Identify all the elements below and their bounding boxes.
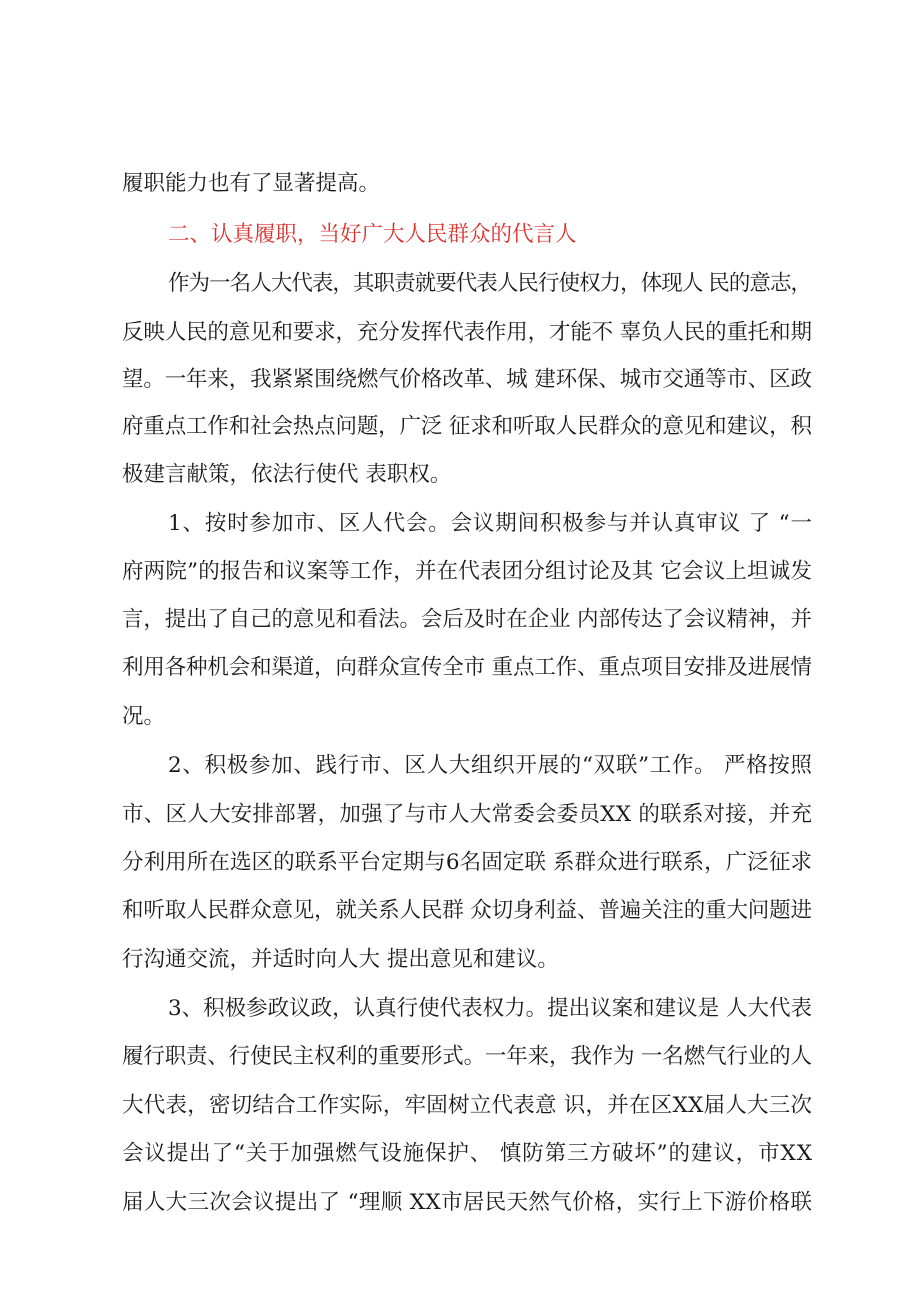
paragraph-text: 市、区人大安排部署，加强了与市人大常委会委员XX 的联系对接，并充 [122,802,813,827]
paragraph-text: 作为一名人大代表，其职责就要代表人民行使权力，体现人 民的意志， [168,271,812,296]
paragraph-text: 府两院”的报告和议案等工作，并在代表团分组讨论及其 它会议上坦诚发 [122,559,813,584]
item-2-line-4 [0,891,920,931]
paragraph-text: 言，提出了自己的意见和看法。会后及时在企业 内部传达了会议精神，并 [122,607,812,632]
paragraph-text: 府重点工作和社会热点问题，广泛 征求和听取人民群众的意见和建议，积 [122,414,812,439]
item-3-line-1 [0,989,920,1029]
section-heading [0,215,920,255]
item-2-line-2 [0,795,920,835]
paragraph-text: 分利用所在选区的联系平台定期与6名固定联 系群众进行联系，广泛征求 [122,850,813,875]
item-1-line-1 [0,504,920,544]
item-1-line-5 [0,697,920,737]
item-2-line-5 [0,940,920,980]
paragraph-text: 大代表，密切结合工作实际，牢固树立代表意 识，并在区XX届人大三次 [122,1093,813,1118]
paragraph-text: 3、积极参政议政，认真行使代表权力。提出议案和建议是 人大代表 [168,996,812,1021]
item-3-line-5 [0,1183,920,1223]
item-2-line-1 [0,746,920,786]
intro-line-3 [0,360,920,400]
intro-line-1 [0,264,920,304]
item-1-line-4 [0,648,920,688]
intro-line-4 [0,407,920,447]
opening-line-text: 履职能力也有了显著提高。 [122,171,381,196]
item-2-line-3 [0,843,920,883]
item-3-line-3 [0,1086,920,1126]
paragraph-text: 和听取人民群众意见，就关系人民群 众切身利益、普遍关注的重大问题进 [122,898,812,923]
paragraph-text: 利用各种机会和渠道，向群众宣传全市 重点工作、重点项目安排及进展情 [122,655,812,680]
paragraph-text: 行沟通交流，并适时向人大 提出意见和建议。 [122,947,559,972]
item-1-line-2 [0,552,920,592]
paragraph-text: 会议提出了“关于加强燃气设施保护、 慎防第三方破坏”的建议，市XX [122,1141,813,1166]
intro-line-2 [0,313,920,353]
paragraph-text: 2、积极参加、践行市、区人大组织开展的“双联”工作。 严格按照 [168,753,813,778]
paragraph-text: 望。一年来，我紧紧围绕燃气价格改革、城 建环保、城市交通等市、区政 [122,367,812,392]
paragraph-text: 履行职责、行使民主权利的重要形式。一年来，我作为 一名燃气行业的人 [122,1044,812,1069]
item-3-line-4 [0,1134,920,1174]
section-heading-text: 二、认真履职，当好广大人民群众的代言人 [168,222,577,247]
paragraph-text: 届人大三次会议提出了 “理顺 XX市居民天然气价格，实行上下游价格联 [122,1190,813,1215]
opening-line [0,164,920,204]
paragraph-text: 极建言献策，依法行使代 表职权。 [122,462,452,487]
item-3-line-2 [0,1037,920,1077]
item-1-line-3 [0,600,920,640]
paragraph-text: 反映人民的意见和要求，充分发挥代表作用，才能不 辜负人民的重托和期 [122,320,812,345]
paragraph-text: 1、按时参加市、区人代会。会议期间积极参与并认真审议 了 “一 [168,511,813,536]
intro-line-5 [0,455,920,495]
paragraph-text: 况。 [122,704,166,729]
